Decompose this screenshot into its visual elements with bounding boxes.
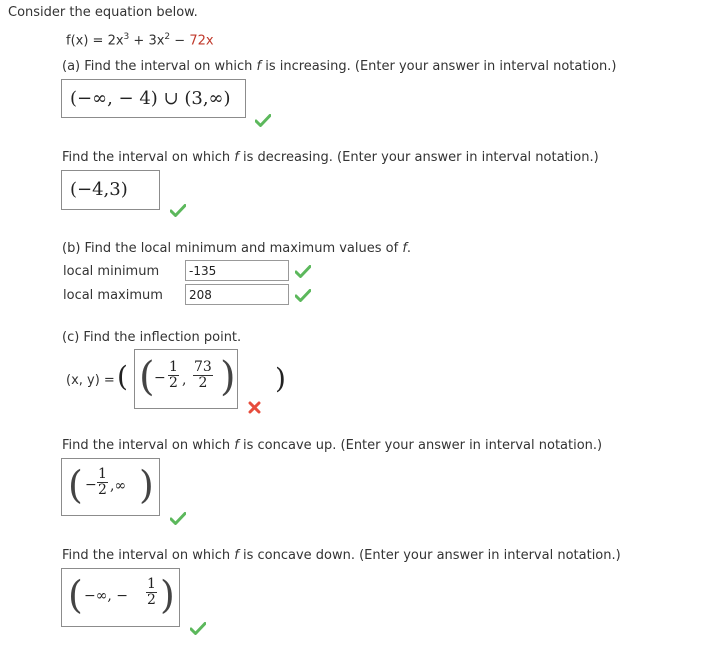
check-icon	[295, 265, 311, 278]
open-paren: (	[117, 360, 128, 393]
check-icon	[170, 204, 186, 217]
minus-sign: −	[154, 370, 166, 386]
bracket-left: (	[139, 354, 155, 400]
neg-infinity: −∞, −	[84, 588, 129, 604]
increasing-answer: (−∞, − 4) ∪ (3,∞)	[70, 88, 231, 109]
check-icon	[170, 512, 186, 525]
decreasing-answer-box[interactable]	[61, 170, 160, 210]
close-paren: )	[275, 362, 286, 395]
comma: ,	[182, 372, 187, 388]
prompt-increasing: (a) Find the interval on which f is increasing. (Enter your answer in interval notation.)	[62, 59, 617, 74]
down-fraction: $\frac{1}{2}$	[147, 576, 156, 608]
prompt-inflection: (c) Find the inflection point.	[62, 330, 242, 345]
bracket-left: (	[68, 463, 83, 507]
decreasing-answer: (−4,3)	[70, 179, 128, 200]
prompt-decreasing: Find the interval on which f is decreasing. (Enter your answer in interval notation.)	[62, 150, 599, 165]
local-minimum-input[interactable]	[185, 260, 289, 281]
concave-down-answer-box[interactable]	[61, 568, 180, 627]
increasing-answer-box[interactable]	[61, 79, 246, 118]
equation: $f(x) = 2x^3 + 3x^2 - 72x$	[66, 32, 214, 49]
inflection-answer-box[interactable]	[134, 349, 238, 409]
xy-label: (x, y) =	[66, 373, 115, 388]
local-maximum-label: local maximum	[63, 288, 163, 303]
local-maximum-input[interactable]	[185, 284, 289, 305]
y-fraction: $\frac{73}{2}$	[194, 359, 212, 391]
concave-up-answer-box[interactable]	[61, 458, 160, 516]
check-icon	[255, 114, 271, 127]
prompt-concave-up: Find the interval on which f is concave up. (Enter your answer in interval notation.)	[62, 438, 603, 453]
infinity: ,∞	[110, 478, 127, 494]
cross-icon	[248, 401, 261, 414]
bracket-right: )	[139, 463, 154, 507]
bracket-right: )	[220, 354, 236, 400]
x-fraction: $\frac{1}{2}$	[169, 359, 178, 391]
bracket-left: (	[68, 573, 83, 617]
check-icon	[295, 289, 311, 302]
minus-sign: −	[85, 477, 97, 493]
up-fraction: $\frac{1}{2}$	[98, 466, 107, 498]
bracket-right: )	[160, 573, 175, 617]
prompt-local-extrema: (b) Find the local minimum and maximum values of f.	[62, 241, 412, 256]
check-icon	[190, 622, 206, 635]
intro-text: Consider the equation below.	[8, 5, 198, 20]
local-minimum-label: local minimum	[63, 264, 160, 279]
prompt-concave-down: Find the interval on which f is concave down. (Enter your answer in interval notation.)	[62, 548, 621, 563]
